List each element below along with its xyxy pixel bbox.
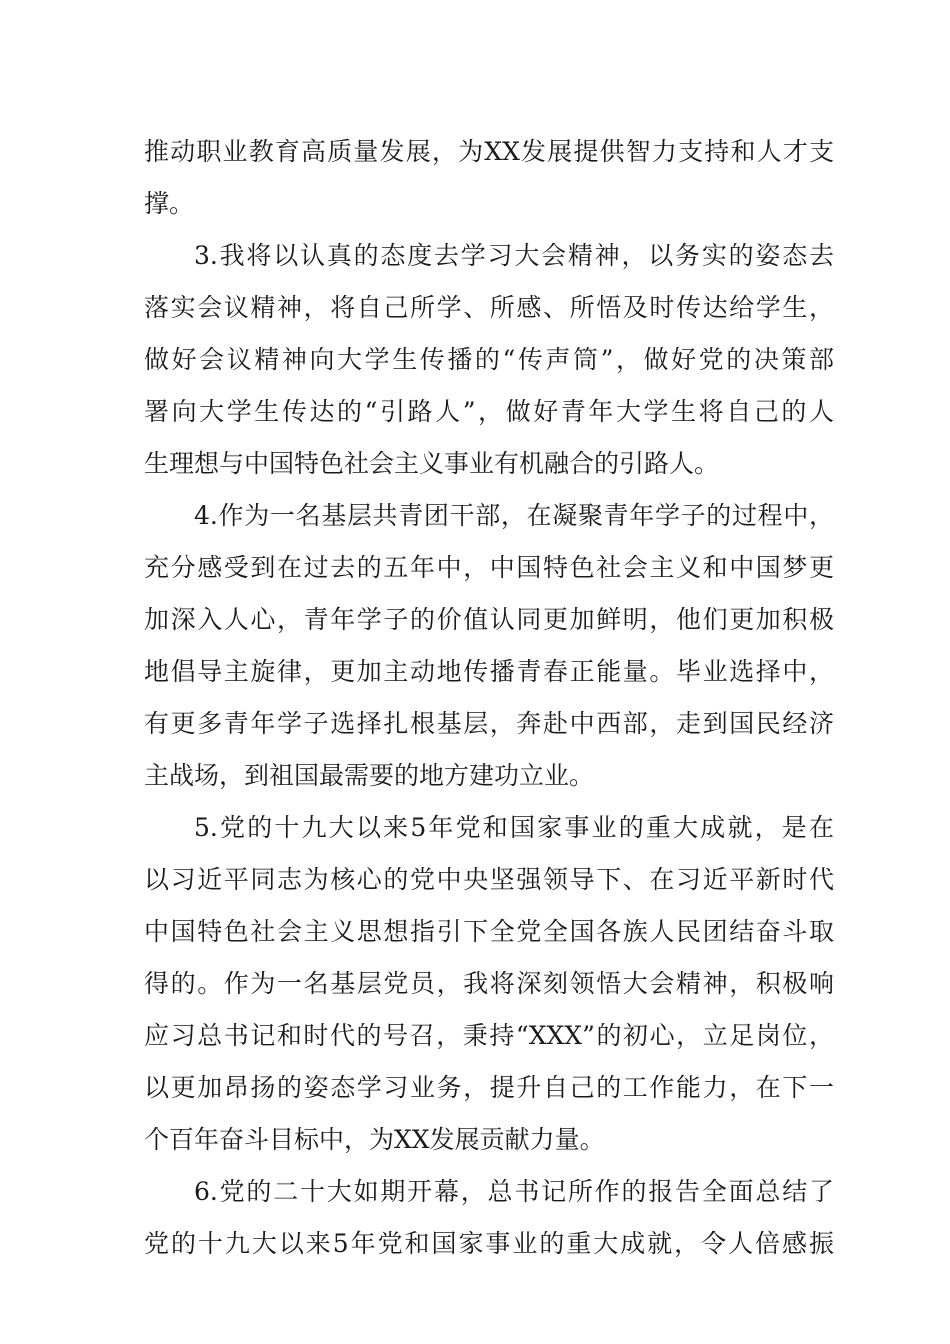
paragraph-5-start: 5.党的十九大以来5年党和国家事业的重大成就，是在 <box>194 813 834 842</box>
text-line: 充分感受到在过去的五年中，中国特色社会主义和中国梦更 <box>144 553 834 582</box>
text-line: 应习总书记和时代的号召，秉持“XXX”的初心，立足岗位， <box>144 1021 834 1050</box>
paragraph-3-start: 3.我将以认真的态度去学习大会精神，以务实的姿态去 <box>194 241 834 270</box>
text-line: 生理想与中国特色社会主义事业有机融合的引路人。 <box>144 449 720 478</box>
text-line: 做好会议精神向大学生传播的“传声筒”，做好党的决策部 <box>144 345 834 374</box>
text-line: 推动职业教育高质量发展，为XX发展提供智力支持和人才支 <box>144 137 834 166</box>
paragraph-6-start: 6.党的二十大如期开幕，总书记所作的报告全面总结了 <box>194 1177 834 1206</box>
text-line: 主战场，到祖国最需要的地方建功立业。 <box>144 761 595 790</box>
text-line: 以习近平同志为核心的党中央坚强领导下、在习近平新时代 <box>144 865 834 894</box>
text-line: 落实会议精神，将自己所学、所感、所悟及时传达给学生， <box>144 293 834 322</box>
text-line: 署向大学生传达的“引路人”，做好青年大学生将自己的人 <box>144 397 834 426</box>
text-line: 个百年奋斗目标中，为XX发展贡献力量。 <box>144 1125 605 1154</box>
paragraph-4-start: 4.作为一名基层共青团干部，在凝聚青年学子的过程中， <box>194 501 834 530</box>
text-line: 得的。作为一名基层党员，我将深刻领悟大会精神，积极响 <box>144 969 834 998</box>
text-line: 加深入人心，青年学子的价值认同更加鲜明，他们更加积极 <box>144 605 834 634</box>
text-line: 以更加昂扬的姿态学习业务，提升自己的工作能力，在下一 <box>144 1073 834 1102</box>
text-line: 撑。 <box>144 189 195 218</box>
text-line: 中国特色社会主义思想指引下全党全国各族人民团结奋斗取 <box>144 917 834 946</box>
text-line: 地倡导主旋律，更加主动地传播青春正能量。毕业选择中， <box>144 657 834 686</box>
text-line: 党的十九大以来5年党和国家事业的重大成就，令人倍感振 <box>144 1229 834 1258</box>
text-line: 有更多青年学子选择扎根基层，奔赴中西部，走到国民经济 <box>144 709 834 738</box>
